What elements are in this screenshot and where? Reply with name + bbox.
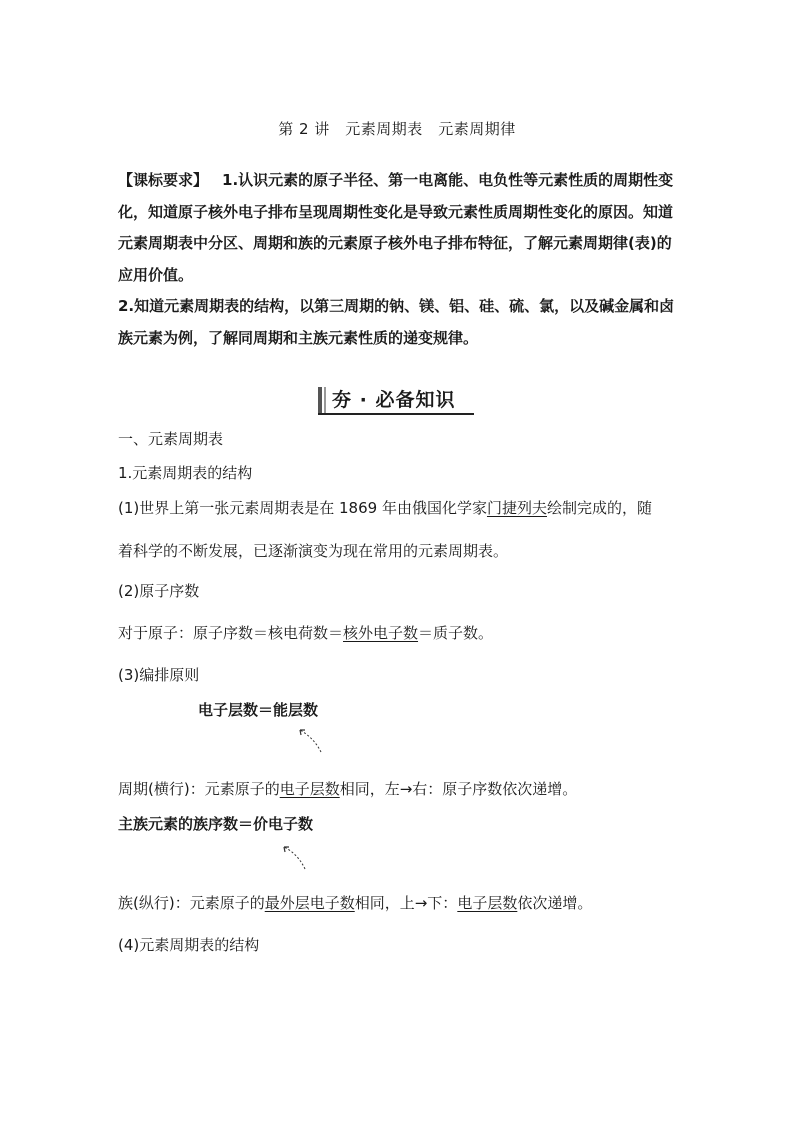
curriculum-requirements (118, 165, 678, 354)
banner-underline (318, 413, 474, 415)
group-text-a: 族(纵行)：元素原子的 (118, 894, 265, 912)
dashed-arrow-icon (296, 726, 326, 756)
group-rule (118, 892, 592, 913)
heading-table-structure: (4)元素周期表的结构 (118, 936, 260, 954)
requirement-1-text: 1.认识元素的原子半径、第一电离能、电负性等元素性质的周期性变化，知道原子核外电子排布呈现周期性变化是导致元素性质周期性变化的原因。知道元素周期表中分区、周期和族的元素原子核外电子排布特征，了解元素周期律(表)的应用价值。 (118, 171, 674, 284)
period-text-b: 相同，左→右：原子序数依次递增。 (339, 780, 578, 798)
blank-mendeleev: 门捷列夫 (486, 499, 547, 517)
equation-text-a: 对于原子：原子序数＝核电荷数＝ (118, 624, 344, 642)
period-text-a: 周期(横行)：元素原子的 (118, 780, 280, 798)
note-shell-count: 电子层数＝能层数 (198, 701, 319, 719)
banner-bar (318, 387, 322, 413)
banner-bar-thin (324, 387, 326, 413)
period-rule (118, 778, 577, 799)
page-title: 第 2 讲 元素周期表 元素周期律 (278, 120, 516, 138)
section-banner (318, 385, 474, 415)
paragraph-1-text-b: 绘制完成的，随 (546, 499, 652, 517)
paragraph-1-text-a: (1)世界上第一张元素周期表是在 1869 年由俄国化学家 (118, 499, 487, 517)
note-group-number: 主族元素的族序数＝价电子数 (118, 815, 314, 833)
blank-valence-electrons: 最外层电子数 (264, 894, 355, 912)
blank-shell-count-2: 电子层数 (457, 894, 518, 912)
atomic-number-equation (118, 622, 493, 643)
requirements-tag: 【课标要求】 (118, 171, 209, 189)
heading-arrangement-rules: (3)编排原则 (118, 666, 200, 684)
section-title: 夯 · 必备知识 (332, 389, 456, 411)
requirement-1 (118, 165, 678, 291)
paragraph-1-line-2: 着科学的不断发展，已逐渐演变为现在常用的元素周期表。 (118, 542, 509, 560)
dashed-arrow-icon (280, 842, 310, 872)
heading-structure: 1.元素周期表的结构 (118, 464, 253, 482)
group-text-b: 相同，上→下： (354, 894, 458, 912)
paragraph-1-line-1 (118, 497, 652, 518)
heading-atomic-number: (2)原子序数 (118, 582, 200, 600)
blank-electron-count: 核外电子数 (343, 624, 419, 642)
blank-shell-count: 电子层数 (279, 780, 340, 798)
equation-text-b: ＝质子数。 (418, 624, 494, 642)
heading-periodic-table: 一、元素周期表 (118, 430, 224, 448)
requirement-2: 2.知道元素周期表的结构，以第三周期的钠、镁、铝、硅、硫、氯，以及碱金属和卤族元素为例，了解同周期和主族元素性质的递变规律。 (118, 297, 675, 347)
group-text-c: 依次递增。 (517, 894, 593, 912)
